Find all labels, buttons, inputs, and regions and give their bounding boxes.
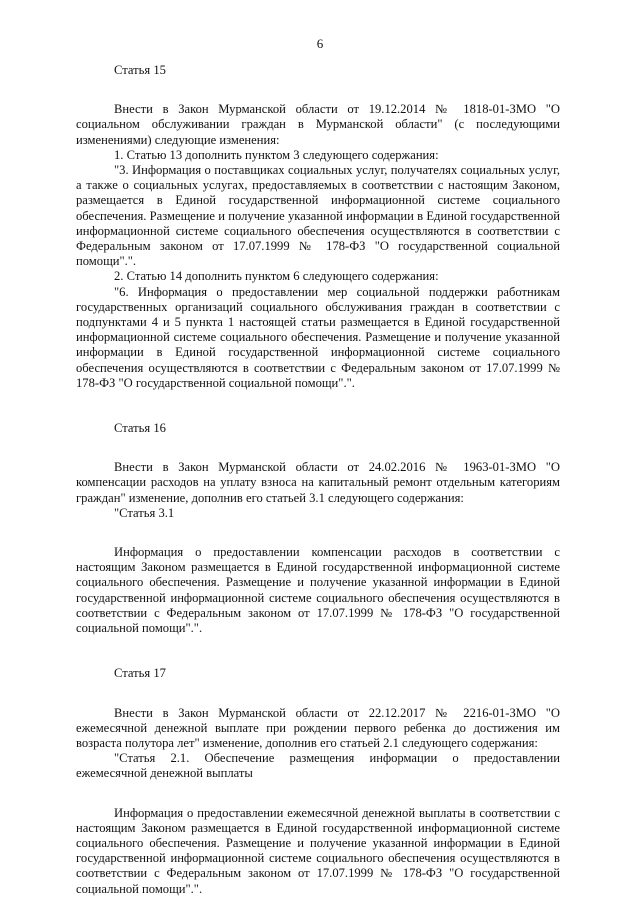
article-15-item-1-text: "3. Информация о поставщиках социальных услуг, получателях социальных услуг, а также о социальных услугах, предоставляемых в соответствии с настоящим Законом, размещается в Единой государственной информационной системе социального обеспечения. Размещение и получение указанной информации в Единой государственной информационной системе социального обеспечения осуществляются в соответствии с Федеральным законом от 17.07.1999 № 178-ФЗ "О государственной социальной помощи".". <box>76 163 560 269</box>
article-16-text: Информация о предоставлении компенсации расходов в соответствии с настоящим Законом размещается в Единой государственной информационной системе социального обеспечения. Размещение и получение указанной информации в Единой государственной информационной системе социального обеспечения осуществляются в соответствии с Федеральным законом от 17.07.1999 № 178-ФЗ "О государственной социальной помощи".". <box>76 545 560 636</box>
article-16-intro: Внести в Закон Мурманской области от 24.02.2016 № 1963-01-ЗМО "О компенсации расходов на уплату взноса на капитальный ремонт отдельным категориям граждан" изменение, дополнив его статьей 3.1 следующего содержания: <box>76 460 560 505</box>
article-15-heading: Статья 15 <box>114 63 166 77</box>
article-15-item-2-text: "6. Информация о предоставлении мер социальной поддержки работникам государственных организаций социального обслуживания граждан в соответствии с подпунктами 4 и 5 пункта 1 настоящей статьи размещается в Единой государственной информационной системе социального обеспечения. Размещение и получение указанной информации в Единой государственной информационной системе социального обеспечения осуществляются в соответствии с Федеральным законом от 17.07.1999 № 178-ФЗ "О государственной социальной помощи".". <box>76 284 560 390</box>
article-17-subheading: "Статья 2.1. Обеспечение размещения информации о предоставлении ежемесячной денежной выплаты <box>76 751 560 781</box>
article-17-text: Информация о предоставлении ежемесячной денежной выплаты в соответствии с настоящим Законом размещается в Единой государственной информационной системе социального обеспечения. Размещение и получение указанной информации в Единой государственной информационной системе социального обеспечения осуществляются в соответствии с Федеральным законом от 17.07.1999 № 178-ФЗ "О государственной социальной помощи".". <box>76 805 560 896</box>
article-15-intro: Внести в Закон Мурманской области от 19.12.2014 № 1818-01-ЗМО "О социальном обслуживании граждан в Мурманской области" (с последующими изменениями) следующие изменения: <box>76 102 560 147</box>
page-number: 6 <box>316 36 324 51</box>
article-15-item-1: 1. Статью 13 дополнить пунктом 3 следующего содержания: <box>114 147 439 162</box>
article-17-heading: Статья 17 <box>114 666 166 681</box>
article-16-subheading: "Статья 3.1 <box>114 505 175 520</box>
article-16-heading: Статья 16 <box>114 421 166 436</box>
document-body <box>76 63 560 897</box>
article-17-intro: Внести в Закон Мурманской области от 22.12.2017 № 2216-01-ЗМО "О ежемесячной денежной выплате при рождении первого ребенка до достижения им возраста полутора лет" изменение, дополнив его статьей 2.1 следующего содержания: <box>76 705 560 750</box>
article-15-item-2: 2. Статью 14 дополнить пунктом 6 следующего содержания: <box>114 269 439 284</box>
